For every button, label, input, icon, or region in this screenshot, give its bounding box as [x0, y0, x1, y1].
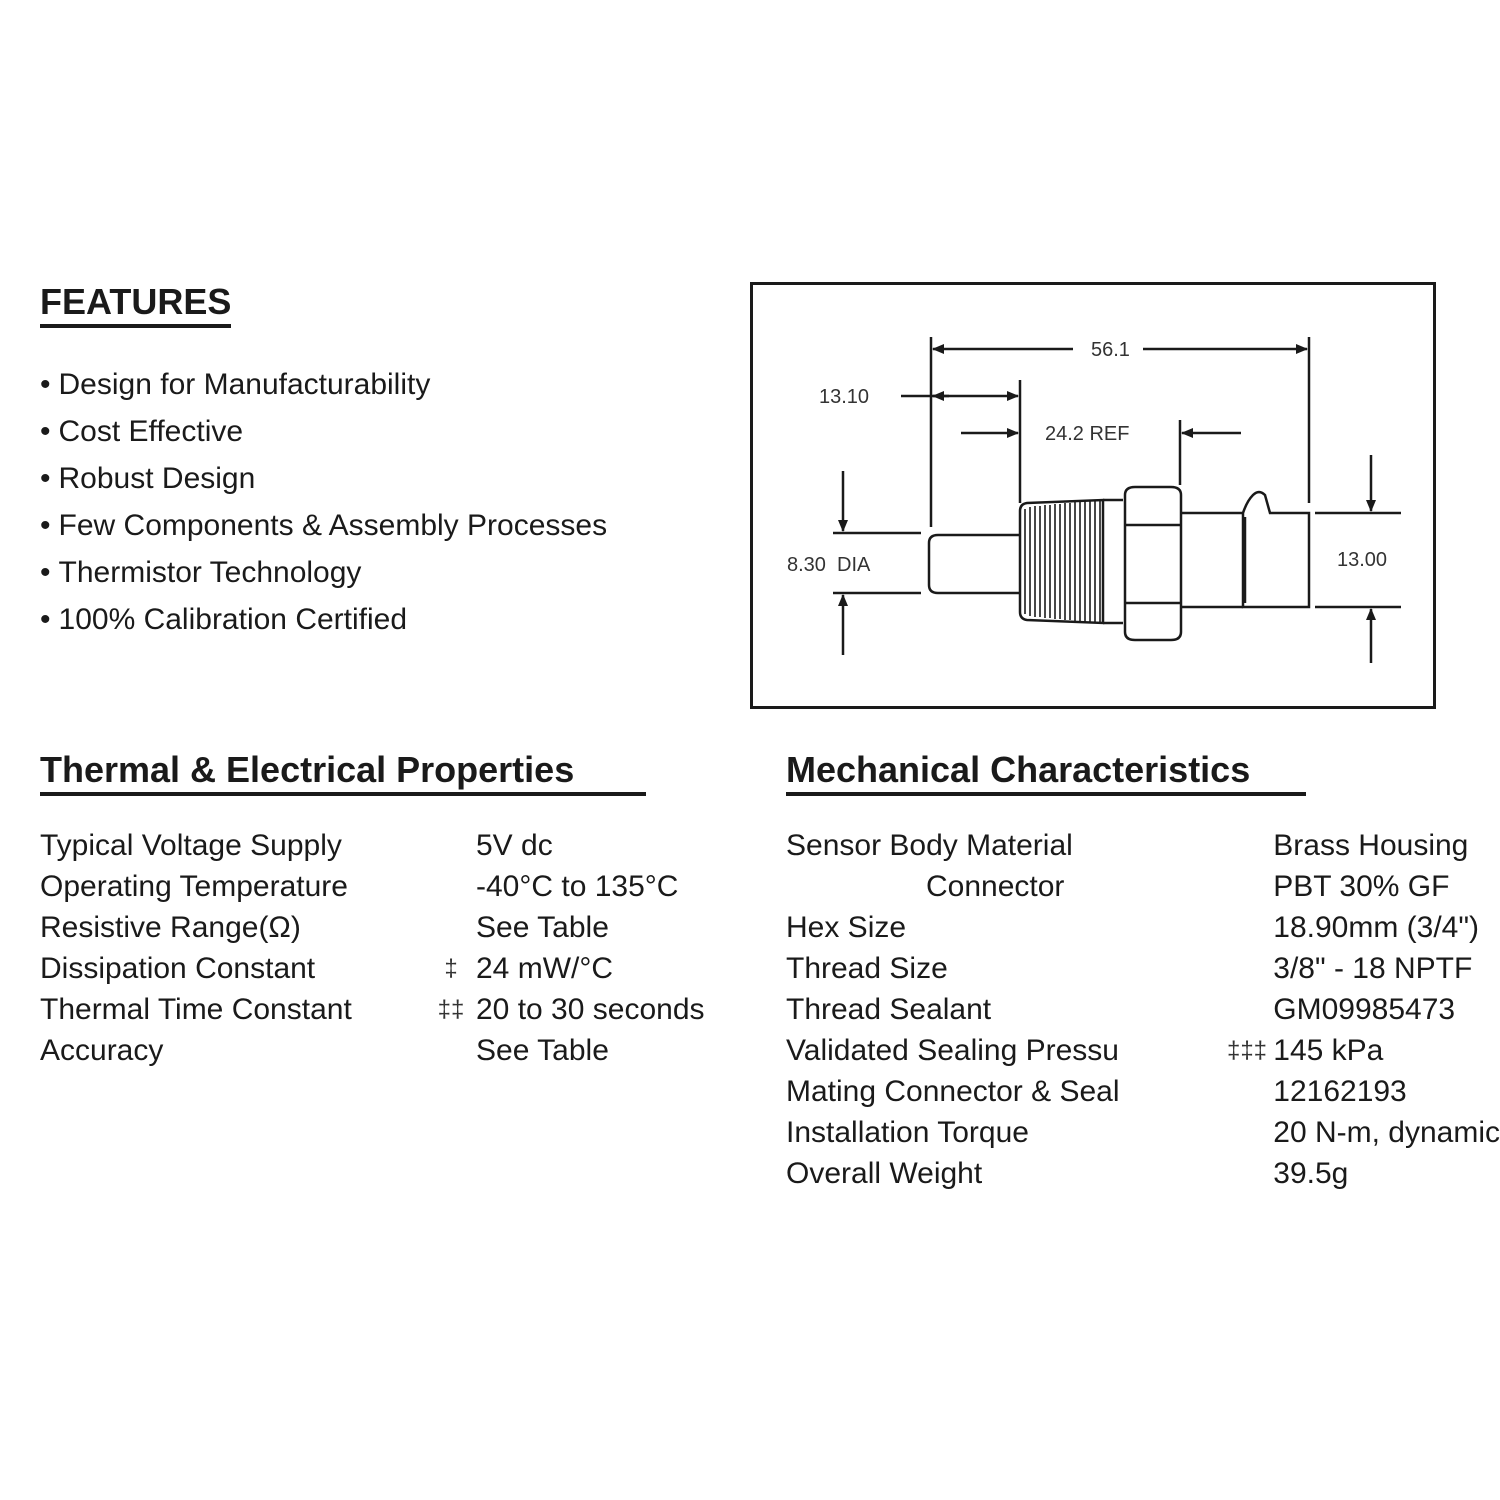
dim-label-connector-height: 13.00	[1337, 549, 1388, 571]
footnote-mark	[426, 866, 476, 907]
table-row	[40, 907, 705, 948]
property-label: Typical Voltage Supply	[40, 828, 342, 862]
features-list	[40, 365, 607, 647]
property-value: 24 mW/°C	[476, 951, 614, 985]
feature-item: • 100% Calibration Certified	[40, 600, 607, 647]
dim-label-tip-dia: 8.30 DIA	[787, 554, 871, 576]
mechanical-table	[786, 825, 1500, 1194]
footnote-mark	[1221, 1112, 1274, 1153]
table-row	[786, 1153, 1500, 1194]
sensor-tip	[929, 535, 1020, 593]
property-value: 145 kPa	[1273, 1033, 1384, 1067]
footnote-mark	[426, 825, 476, 866]
property-label: Dissipation Constant	[40, 951, 316, 985]
table-row	[786, 1112, 1500, 1153]
table-row	[40, 1030, 705, 1071]
footnote-mark	[1221, 1071, 1274, 1112]
footnote-mark	[1221, 1153, 1274, 1194]
hex-nut	[1125, 487, 1181, 640]
dim-label-overall: 56.1	[1091, 339, 1130, 361]
sensor-drawing-svg	[753, 285, 1433, 706]
table-row	[786, 907, 1500, 948]
property-label: Hex Size	[786, 910, 907, 944]
property-label: Thermal Time Constant	[40, 992, 352, 1026]
footnote-mark	[426, 1030, 476, 1071]
property-value: GM09985473	[1273, 992, 1456, 1026]
property-value: See Table	[476, 1033, 609, 1067]
feature-item: • Robust Design	[40, 459, 607, 506]
property-value: See Table	[476, 910, 609, 944]
table-row	[786, 1030, 1500, 1071]
property-value: -40°C to 135°C	[476, 869, 679, 903]
property-value: 39.5g	[1273, 1156, 1349, 1190]
footnote-mark	[426, 907, 476, 948]
property-value: 3/8" - 18 NPTF	[1273, 951, 1473, 985]
feature-item: • Design for Manufacturability	[40, 365, 607, 412]
property-label: Installation Torque	[786, 1115, 1029, 1149]
feature-item: • Few Components & Assembly Processes	[40, 506, 607, 553]
dim-label-tip-length: 13.10	[819, 386, 870, 408]
property-value: 18.90mm (3/4")	[1273, 910, 1479, 944]
property-label: Operating Temperature	[40, 869, 348, 903]
property-value: 5V dc	[476, 828, 553, 862]
footnote-mark	[1221, 866, 1274, 907]
property-label: Resistive Range(Ω)	[40, 910, 301, 944]
footnote-mark	[1221, 907, 1274, 948]
features-heading: FEATURES	[40, 282, 231, 328]
footnote-mark	[1221, 825, 1274, 866]
property-value: 20 to 30 seconds	[476, 992, 705, 1026]
footnote-mark	[1221, 948, 1274, 989]
property-label: Thread Size	[786, 951, 948, 985]
sensor-dimension-drawing	[750, 282, 1436, 709]
footnote-mark: ‡‡	[437, 995, 465, 1023]
property-label: Accuracy	[40, 1033, 164, 1067]
property-label: Mating Connector & Seal	[786, 1074, 1120, 1108]
dim-label-ref: 24.2 REF	[1045, 423, 1130, 445]
property-label: Thread Sealant	[786, 992, 992, 1026]
electrical-connector	[1243, 492, 1309, 607]
footnote-mark: ‡‡‡	[1226, 1036, 1268, 1064]
feature-item: • Cost Effective	[40, 412, 607, 459]
table-row	[40, 989, 705, 1030]
table-row	[786, 1071, 1500, 1112]
table-row	[40, 825, 705, 866]
feature-item: • Thermistor Technology	[40, 553, 607, 600]
mechanical-heading: Mechanical Characteristics	[786, 750, 1306, 796]
property-value: PBT 30% GF	[1273, 869, 1450, 903]
property-value: Brass Housing	[1273, 828, 1469, 862]
property-label: Overall Weight	[786, 1156, 983, 1190]
table-row	[786, 825, 1500, 866]
property-value: 12162193	[1273, 1074, 1407, 1108]
property-value: 20 N-m, dynamic	[1273, 1115, 1500, 1149]
table-row	[786, 866, 1500, 907]
property-label: Validated Sealing Pressu	[786, 1033, 1119, 1067]
thermal-electrical-heading: Thermal & Electrical Properties	[40, 750, 646, 796]
table-row	[40, 948, 705, 989]
footnote-mark: ‡	[444, 954, 458, 982]
table-row	[786, 989, 1500, 1030]
property-label: Sensor Body Material	[786, 828, 1073, 862]
table-row	[786, 948, 1500, 989]
table-row	[40, 866, 705, 907]
property-label: Connector	[926, 869, 1065, 903]
thermal-electrical-table	[40, 825, 705, 1071]
footnote-mark	[1221, 989, 1274, 1030]
